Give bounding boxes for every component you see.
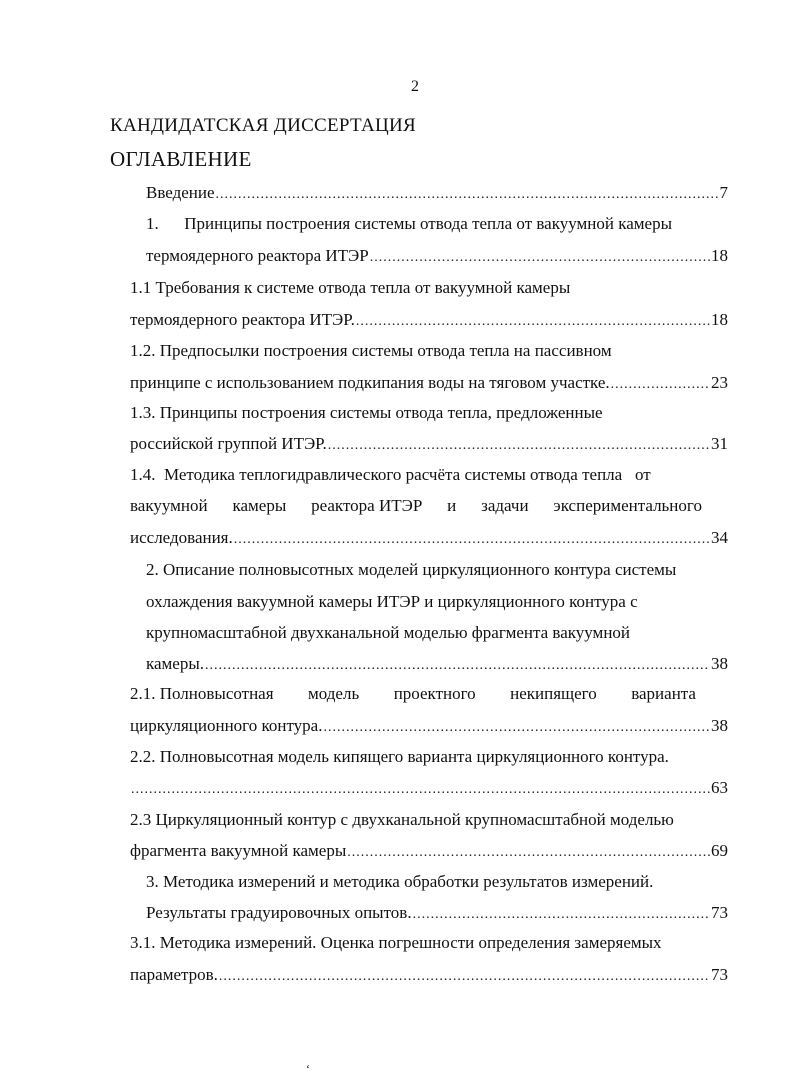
toc-word: вакуумной [130,496,208,515]
dot-leader [205,656,710,676]
toc-entry-2-1-line1 [130,684,696,704]
toc-entry-3-1 [130,965,728,987]
dot-leader [216,185,719,205]
toc-entry-page: 73 [711,965,728,984]
toc-entry-2-2 [130,778,728,800]
toc-word: варианта [631,684,696,703]
dot-leader [611,375,710,395]
dot-leader [413,905,710,925]
toc-entry-page: 34 [711,528,728,547]
toc-word: экспериментального [553,496,702,515]
dot-leader [219,967,710,987]
toc-entry-2-2-line1: 2.2. Полновысотная модель кипящего варианта циркуляционного контура. [130,747,669,766]
toc-entry-text: исследования. [130,528,233,547]
toc-entry-text: российской группой ИТЭР. [130,434,327,453]
toc-entry-page: 23 [711,373,728,392]
toc-entry-text: циркуляционного контура. [130,716,323,735]
dot-leader [347,843,710,863]
toc-entry-1-1 [130,310,728,332]
toc-entry-page: 18 [711,246,728,265]
toc-entry-text: принципе с использованием подкипания воды на тяговом участке. [130,373,610,392]
dot-leader [370,248,710,268]
toc-entry-text: Введение [146,183,215,202]
toc-entry-ch2-line2: охлаждения вакуумной камеры ИТЭР и циркуляционного контура с [146,592,638,611]
toc-entry-1-2 [130,373,728,395]
toc-entry-3-1-line1: 3.1. Методика измерений. Оценка погрешности определения замеряемых [130,933,662,952]
toc-entry-text: камеры. [146,654,205,673]
toc-entry-page: 7 [719,183,728,202]
toc-entry-ch3-line1: 3. Методика измерений и методика обработки результатов измерений. [146,872,654,891]
toc-entry-ch1-line1: 1. Принципы построения системы отвода тепла от вакуумной камеры [146,214,672,233]
toc-entry-page: 63 [711,778,728,797]
dot-leader [328,436,710,456]
toc-entry-ch1 [146,246,728,268]
toc-entry-text: фрагмента вакуумной камеры [130,841,347,860]
toc-entry-page: 38 [711,654,728,673]
toc-word: и [447,496,457,515]
toc-word: реактора ИТЭР [311,496,423,515]
scan-mark: ‘ [306,1062,310,1076]
toc-word: модель [308,684,360,703]
toc-entry-text: параметров. [130,965,218,984]
toc-entry-text: Результаты градуировочных опытов. [146,903,412,922]
toc-entry-page: 38 [711,716,728,735]
dot-leader [234,530,710,550]
dot-leader [356,312,710,332]
toc-word: проектного [393,684,476,703]
toc-word: камеры [232,496,287,515]
toc-word: задачи [481,496,529,515]
toc-entry-1-1-line1: 1.1 Требования к системе отвода тепла от вакуумной камеры [130,278,571,297]
toc-entry-text: термоядерного реактора ИТЭР [146,246,369,265]
dot-leader [323,718,710,738]
dot-leader [131,780,710,800]
toc-entry-intro [146,183,728,205]
toc-entry-1-3-line1: 1.3. Принципы построения системы отвода тепла, предложенные [130,403,603,422]
toc-entry-1-4-line2 [130,496,702,516]
toc-entry-text: термоядерного реактора ИТЭР. [130,310,355,329]
toc-entry-1-4 [130,528,728,550]
dissertation-title: КАНДИДАТСКАЯ ДИССЕРТАЦИЯ [110,115,417,136]
toc-entry-ch2-line3: крупномасштабной двухканальной моделью фрагмента вакуумной [146,623,631,642]
toc-entry-1-3 [130,434,728,456]
toc-entry-1-4-line1: 1.4. Методика теплогидравлического расчёта системы отвода тепла от [130,465,651,484]
toc-entry-page: 31 [711,434,728,453]
toc-entry-page: 73 [711,903,728,922]
toc-entry-1-2-line1: 1.2. Предпосылки построения системы отвода тепла на пассивном [130,341,612,360]
toc-entry-2-3 [130,841,728,863]
toc-entry-page: 18 [711,310,728,329]
toc-entry-ch2-line1: 2. Описание полновысотных моделей циркуляционного контура системы [146,560,677,579]
page-number: 2 [411,78,419,95]
toc-entry-2-3-line1: 2.3 Циркуляционный контур с двухканальной крупномасштабной моделью [130,810,674,829]
toc-entry-ch2 [146,654,728,676]
toc-entry-2-1 [130,716,728,738]
toc-entry-page: 69 [711,841,728,860]
toc-title: ОГЛАВЛЕНИЕ [110,147,252,171]
toc-word: 2.1. Полновысотная [130,684,274,703]
toc-entry-ch3 [146,903,728,925]
toc-word: некипящего [510,684,597,703]
